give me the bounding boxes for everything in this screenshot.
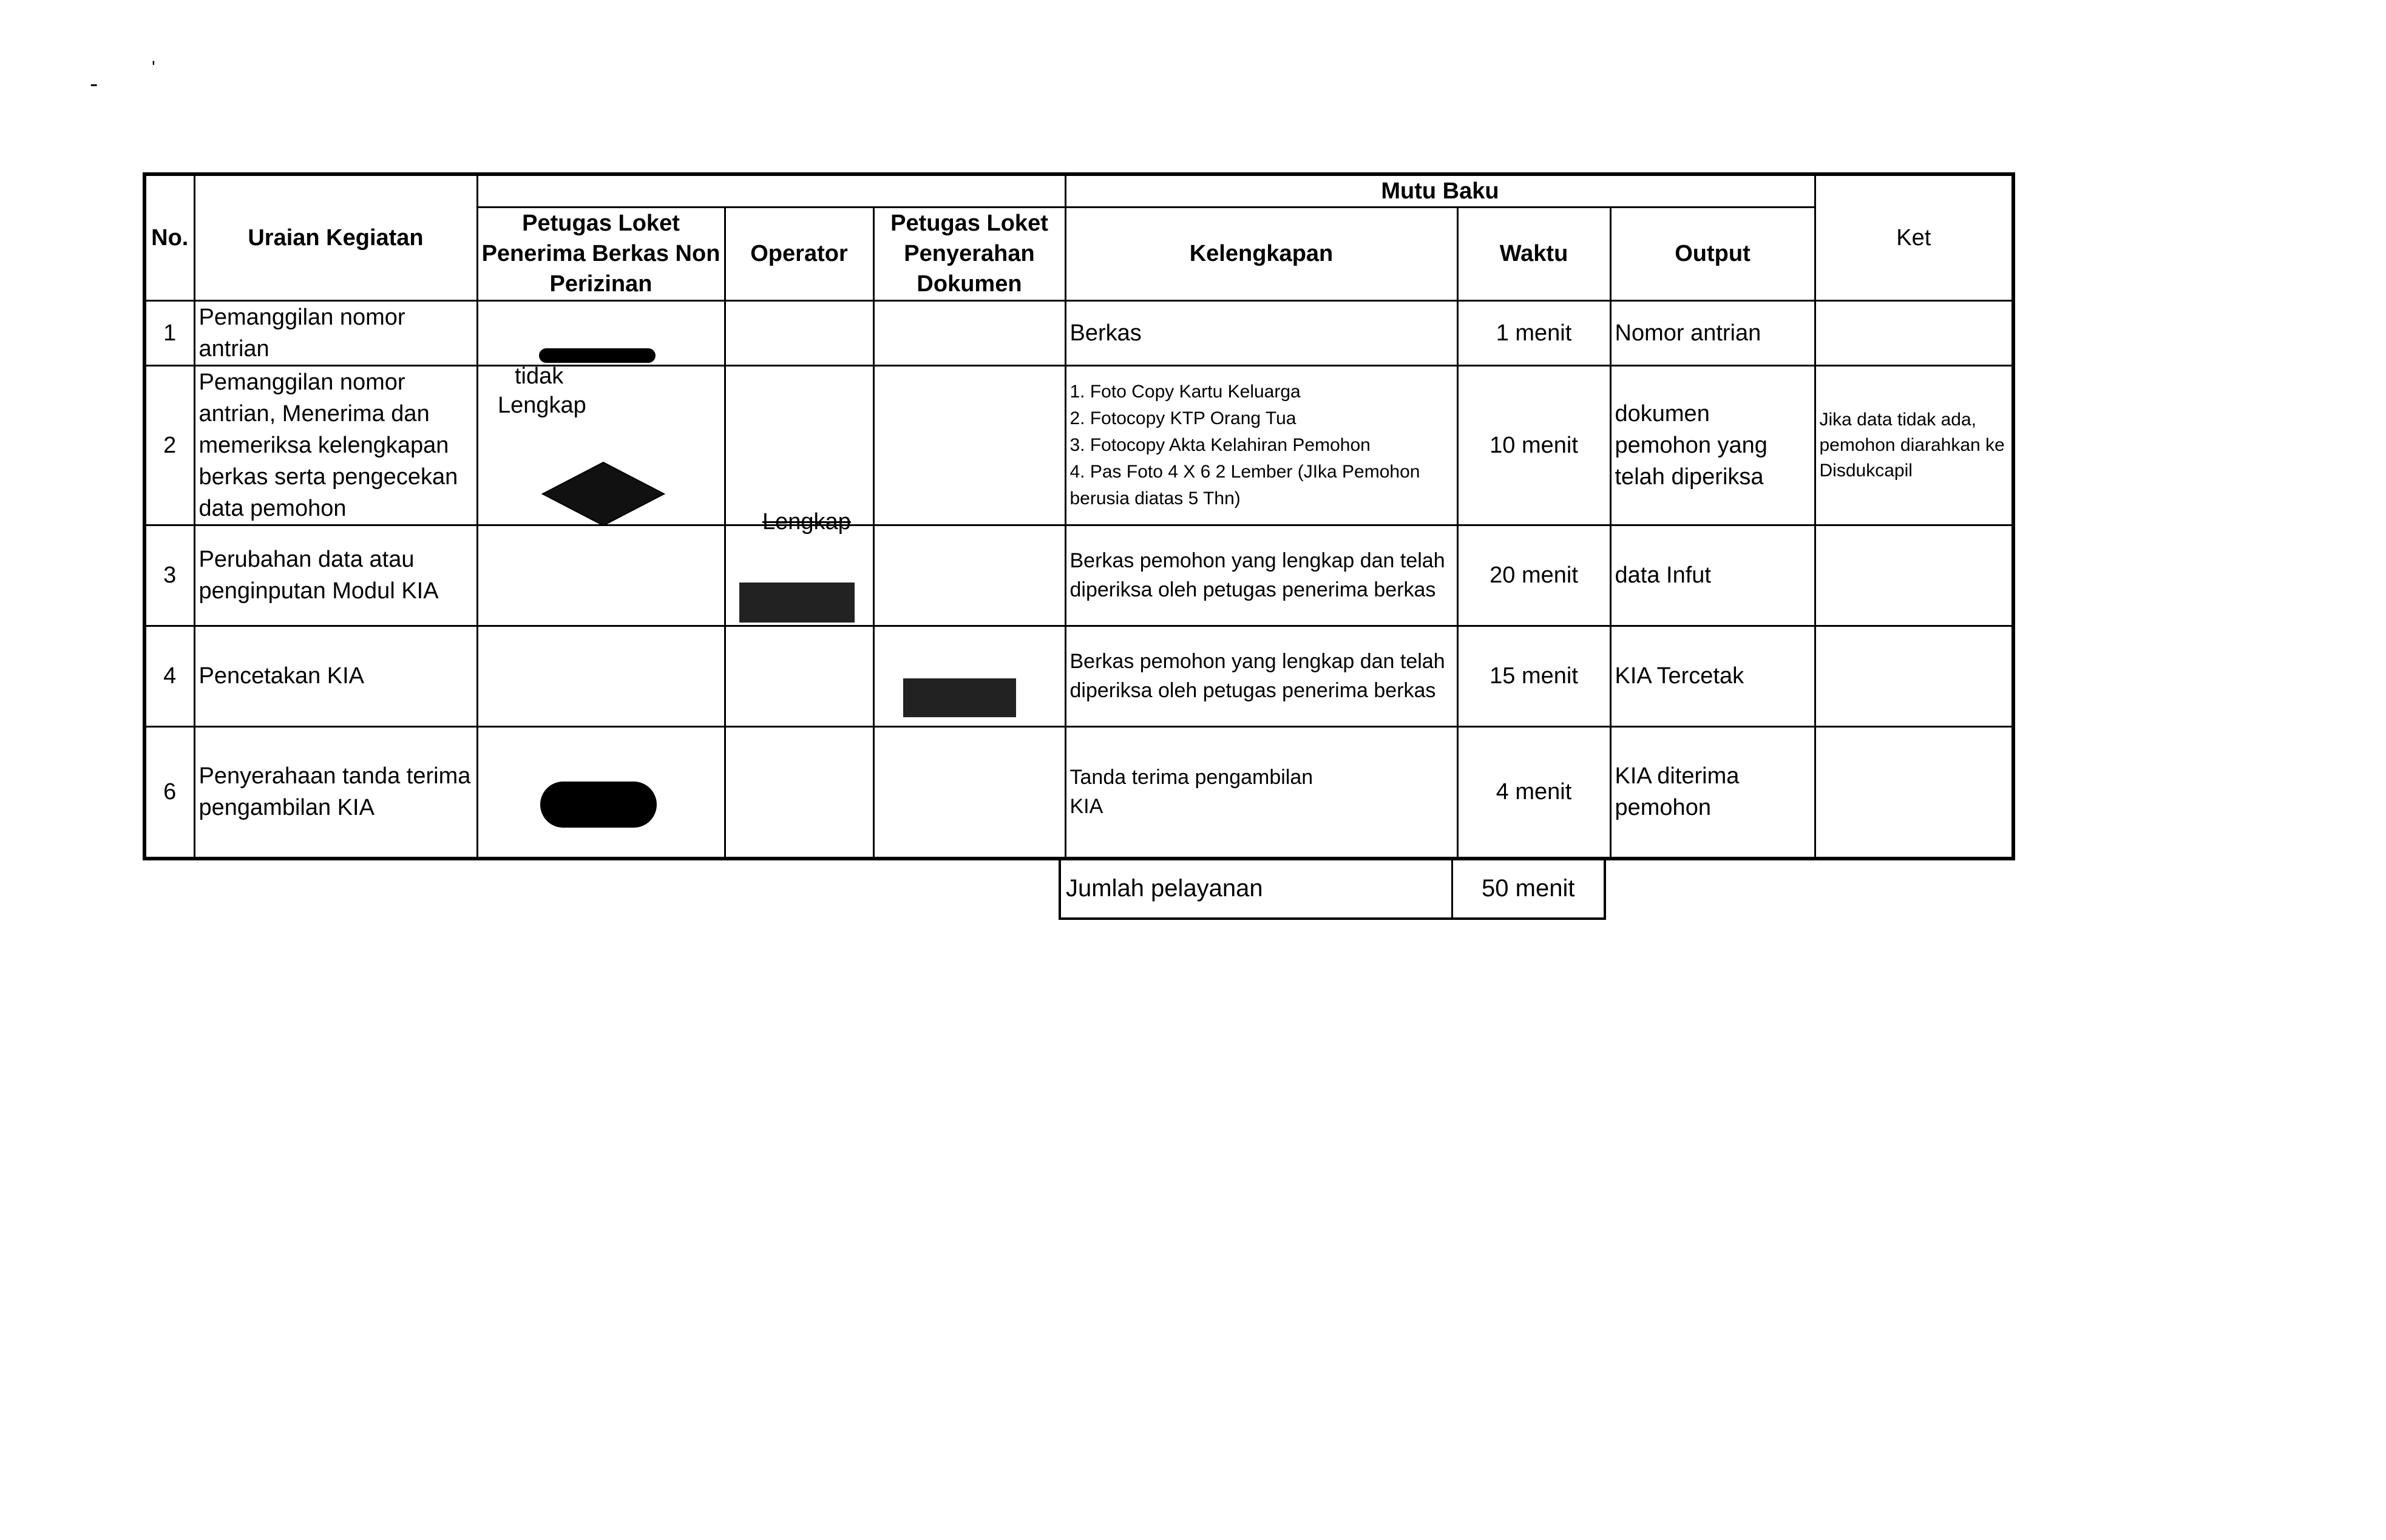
header-mutu-baku: Mutu Baku	[1065, 174, 1815, 207]
lane-cell-penyerahan	[873, 726, 1065, 859]
header-uraian: Uraian Kegiatan	[194, 174, 477, 300]
row-kelengkapan: Berkas pemohon yang lengkap dan telah diperiksa oleh petugas penerima berkas	[1065, 626, 1457, 726]
row-number: 2	[144, 365, 194, 525]
header-output: Output	[1610, 207, 1815, 300]
row-waktu: 1 menit	[1457, 300, 1610, 365]
row-kelengkapan	[1065, 726, 1457, 859]
row-waktu: 15 menit	[1457, 626, 1610, 726]
row-ket	[1815, 300, 2013, 365]
header-lanes-group	[477, 174, 1065, 207]
row-number: 1	[144, 300, 194, 365]
summary-total: 50 menit	[1452, 858, 1605, 919]
row-output: dokumen pemohon yang telah diperiksa	[1610, 365, 1815, 525]
row-ket	[1815, 726, 2013, 859]
lane-cell-penyerahan	[873, 365, 1065, 525]
flow-terminator-end	[540, 782, 657, 828]
row-uraian: Penyerahaan tanda terima pengambilan KIA	[194, 726, 477, 859]
kelengkapan-line: 1. Foto Copy Kartu Keluarga	[1069, 381, 1301, 402]
row-waktu: 10 menit	[1457, 365, 1610, 525]
summary-table	[1059, 857, 1606, 920]
lane-cell-penerima	[477, 525, 725, 626]
lane-cell-operator	[725, 365, 873, 525]
row-kelengkapan	[1065, 365, 1457, 525]
sop-table	[143, 172, 2015, 860]
row-kelengkapan: Berkas	[1065, 300, 1457, 365]
row-uraian: Perubahan data atau penginputan Modul KIA	[194, 525, 477, 626]
flow-label-tidak: tidak	[515, 363, 564, 389]
flow-process-input	[739, 583, 855, 623]
flow-process-cetak	[903, 678, 1016, 717]
header-kelengkapan: Kelengkapan	[1065, 207, 1457, 300]
header-ket: Ket	[1815, 174, 2013, 300]
table-row	[144, 300, 2013, 365]
corner-mark-tick: '	[152, 58, 155, 78]
row-ket	[1815, 525, 2013, 626]
kelengkapan-line: 4. Pas Foto 4 X 6 2 Lember (JIka Pemohon berusia diatas 5 Thn)	[1069, 461, 1420, 508]
row-output: KIA Tercetak	[1610, 626, 1815, 726]
kelengkapan-line: 3. Fotocopy Akta Kelahiran Pemohon	[1069, 434, 1371, 455]
header-row-1	[144, 174, 2013, 207]
table-row	[144, 365, 2013, 525]
kelengkapan-line: Tanda terima pengambilan	[1069, 766, 1313, 789]
kelengkapan-line: KIA	[1069, 795, 1103, 819]
table-row	[144, 626, 2013, 726]
header-lane-penerima: Petugas Loket Penerima Berkas Non Perizinan	[477, 207, 725, 300]
row-ket	[1815, 626, 2013, 726]
row-waktu: 20 menit	[1457, 525, 1610, 626]
row-number: 4	[144, 626, 194, 726]
summary-label: Jumlah pelayanan	[1060, 858, 1452, 919]
row-uraian: Pemanggilan nomor antrian, Menerima dan memeriksa kelengkapan berkas serta pengecekan data pemohon	[194, 365, 477, 525]
row-uraian: Pencetakan KIA	[194, 626, 477, 726]
flow-label-lengkap-mid: Lengkap	[762, 509, 851, 535]
kelengkapan-line: 2. Fotocopy KTP Orang Tua	[1069, 408, 1296, 428]
lane-cell-operator	[725, 300, 873, 365]
row-output: data Infut	[1610, 525, 1815, 626]
header-waktu: Waktu	[1457, 207, 1610, 300]
lane-cell-penyerahan	[873, 300, 1065, 365]
header-lane-operator: Operator	[725, 207, 873, 300]
flow-label-lengkap-left: Lengkap	[498, 393, 586, 418]
table-row	[144, 525, 2013, 626]
row-waktu: 4 menit	[1457, 726, 1610, 859]
corner-mark-dash: -	[90, 70, 98, 97]
row-number: 6	[144, 726, 194, 859]
lane-cell-penerima	[477, 626, 725, 726]
row-ket: Jika data tidak ada, pemohon diarahkan ke Disdukcapil	[1815, 365, 2013, 525]
row-output: KIA diterima pemohon	[1610, 726, 1815, 859]
row-kelengkapan: Berkas pemohon yang lengkap dan telah diperiksa oleh petugas penerima berkas	[1065, 525, 1457, 626]
flow-terminator-start	[539, 348, 656, 363]
table-row	[144, 726, 2013, 859]
lane-cell-operator	[725, 726, 873, 859]
row-number: 3	[144, 525, 194, 626]
row-uraian: Pemanggilan nomor antrian	[194, 300, 477, 365]
row-output: Nomor antrian	[1610, 300, 1815, 365]
header-lane-penyerahan: Petugas Loket Penyerahan Dokumen	[873, 207, 1065, 300]
flow-decision-diamond	[541, 461, 665, 527]
lane-cell-operator	[725, 626, 873, 726]
header-no: No.	[144, 174, 194, 300]
lane-cell-penyerahan	[873, 525, 1065, 626]
